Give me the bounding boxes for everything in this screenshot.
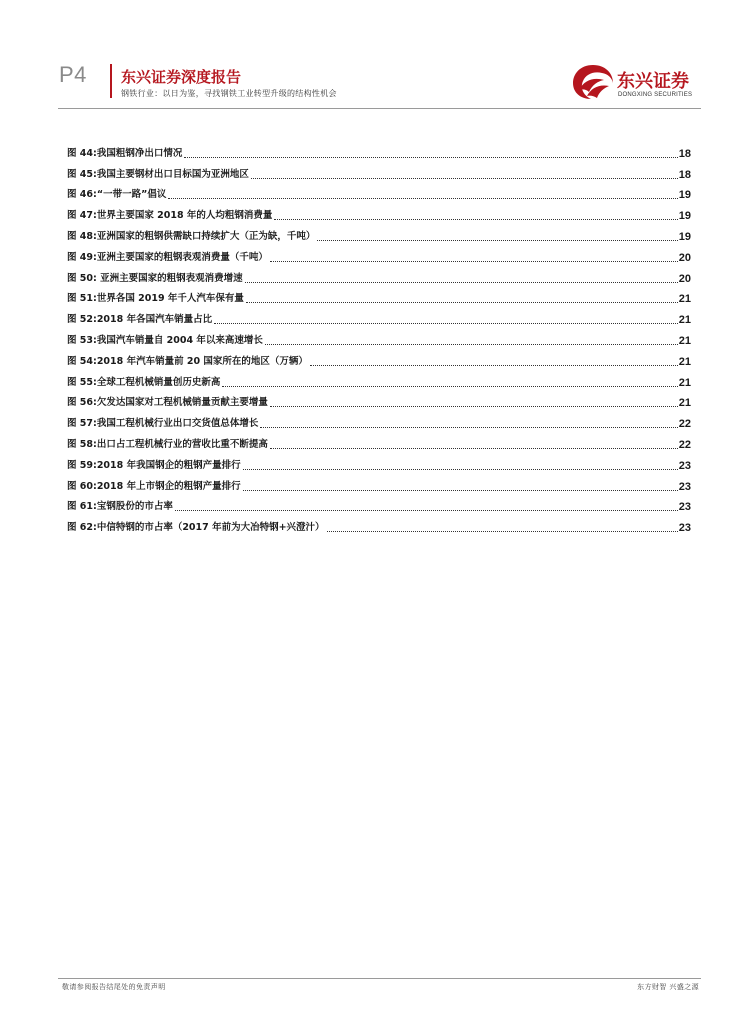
company-logo (571, 63, 701, 103)
toc-entry-label: 图 55:全球工程机械销量创历史新高 (67, 376, 221, 388)
toc-dot-leader (246, 302, 678, 303)
toc-entry[interactable] (67, 347, 691, 368)
toc-entry[interactable] (67, 451, 691, 472)
toc-entry-label: 图 54:2018 年汽车销量前 20 国家所在的地区（万辆） (67, 355, 308, 367)
toc-dot-leader (270, 261, 678, 262)
toc-dot-leader (270, 406, 678, 407)
toc-dot-leader (214, 323, 678, 324)
toc-dot-leader (327, 531, 678, 532)
toc-entry[interactable] (67, 409, 691, 430)
toc-entry-page: 21 (678, 314, 691, 327)
toc-entry-page: 20 (678, 251, 691, 264)
toc-entry-label: 图 49:亚洲主要国家的粗钢表观消费量（千吨） (67, 251, 268, 263)
toc-entry-page: 18 (678, 168, 691, 181)
toc-dot-leader (270, 448, 678, 449)
logo-english-name: DONGXING SECURITIES (618, 92, 693, 98)
toc-entry-label: 图 44:我国粗钢净出口情况 (67, 147, 183, 159)
toc-entry-label: 图 48:亚洲国家的粗钢供需缺口持续扩大（正为缺，千吨） (67, 230, 316, 242)
toc-dot-leader (245, 282, 678, 283)
toc-entry-page: 19 (678, 210, 691, 223)
toc-entry-label: 图 56:欠发达国家对工程机械销量贡献主要增量 (67, 397, 268, 409)
toc-entry[interactable] (67, 430, 691, 451)
toc-entry-page: 22 (678, 438, 691, 451)
toc-entry-page: 23 (678, 459, 691, 472)
toc-entry-label: 图 47:世界主要国家 2018 年的人均粗钢消费量 (67, 210, 273, 222)
toc-dot-leader (168, 198, 677, 199)
toc-entry-page: 23 (678, 480, 691, 493)
page-number: P4 (59, 62, 87, 87)
toc-dot-leader (310, 365, 678, 366)
footer-slogan: 东方财智 兴盛之源 (637, 983, 699, 991)
toc-dot-leader (251, 178, 678, 179)
toc-entry[interactable] (67, 389, 691, 410)
toc-entry-label: 图 60:2018 年上市钢企的粗钢产量排行 (67, 480, 241, 492)
toc-entry-label: 图 50: 亚洲主要国家的粗钢表观消费增速 (67, 272, 243, 284)
footer-rule (58, 978, 701, 979)
logo-mark-icon (571, 63, 615, 101)
toc-dot-leader (243, 490, 678, 491)
toc-entry-page: 19 (678, 230, 691, 243)
toc-entry-label: 图 51:世界各国 2019 年千人汽车保有量 (67, 293, 244, 305)
toc-entry-page: 21 (678, 376, 691, 389)
toc-dot-leader (317, 240, 677, 241)
toc-entry-label: 图 59:2018 年我国钢企的粗钢产量排行 (67, 459, 241, 471)
logo-company-name: 东兴证券 (617, 71, 689, 92)
toc-entry-label: 图 57:我国工程机械行业出口交货值总体增长 (67, 418, 259, 430)
toc-entry-label: 图 61:宝钢股份的市占率 (67, 501, 173, 513)
toc-entry[interactable] (67, 243, 691, 264)
toc-entry-label: 图 58:出口占工程机械行业的营收比重不断提高 (67, 438, 268, 450)
toc-entry[interactable] (67, 181, 691, 202)
toc-entry[interactable] (67, 326, 691, 347)
toc-entry[interactable] (67, 285, 691, 306)
toc-dot-leader (260, 427, 677, 428)
toc-dot-leader (274, 219, 677, 220)
toc-entry-page: 21 (678, 355, 691, 368)
toc-entry[interactable] (67, 493, 691, 514)
toc-entry-page: 21 (678, 293, 691, 306)
report-type-title: 东兴证券深度报告 (121, 68, 242, 86)
header-divider-bar (110, 64, 112, 98)
toc-entry[interactable] (67, 201, 691, 222)
toc-entry-page: 22 (678, 418, 691, 431)
toc-entry-label: 图 46:“一带一路”倡议 (67, 189, 167, 201)
toc-entry[interactable] (67, 160, 691, 181)
toc-entry-label: 图 52:2018 年各国汽车销量占比 (67, 314, 213, 326)
toc-entry-page: 19 (678, 189, 691, 202)
toc-entry[interactable] (67, 513, 691, 534)
toc-entry-page: 18 (678, 147, 691, 160)
figure-toc-list (67, 139, 691, 534)
toc-entry-label: 图 62:中信特钢的市占率（2017 年前为大冶特钢+兴澄汁） (67, 522, 325, 534)
toc-dot-leader (175, 510, 678, 511)
toc-entry-page: 21 (678, 334, 691, 347)
toc-dot-leader (243, 469, 678, 470)
toc-entry-page: 23 (678, 522, 691, 535)
toc-entry[interactable] (67, 222, 691, 243)
toc-entry[interactable] (67, 472, 691, 493)
toc-entry-page: 20 (678, 272, 691, 285)
toc-entry-label: 图 45:我国主要钢材出口目标国为亚洲地区 (67, 168, 249, 180)
toc-dot-leader (184, 157, 677, 158)
report-subtitle: 钢铁行业：以日为鉴，寻找钢铁工业转型升级的结构性机会 (121, 89, 337, 98)
toc-entry[interactable] (67, 264, 691, 285)
toc-entry-page: 21 (678, 397, 691, 410)
toc-entry-page: 23 (678, 501, 691, 514)
toc-entry[interactable] (67, 368, 691, 389)
toc-dot-leader (265, 344, 678, 345)
toc-dot-leader (222, 386, 677, 387)
toc-entry-label: 图 53:我国汽车销量自 2004 年以来高速增长 (67, 334, 263, 346)
footer-disclaimer: 敬请参阅报告结尾处的免责声明 (62, 983, 166, 991)
toc-entry[interactable] (67, 305, 691, 326)
toc-entry[interactable] (67, 139, 691, 160)
header-rule (58, 108, 701, 109)
